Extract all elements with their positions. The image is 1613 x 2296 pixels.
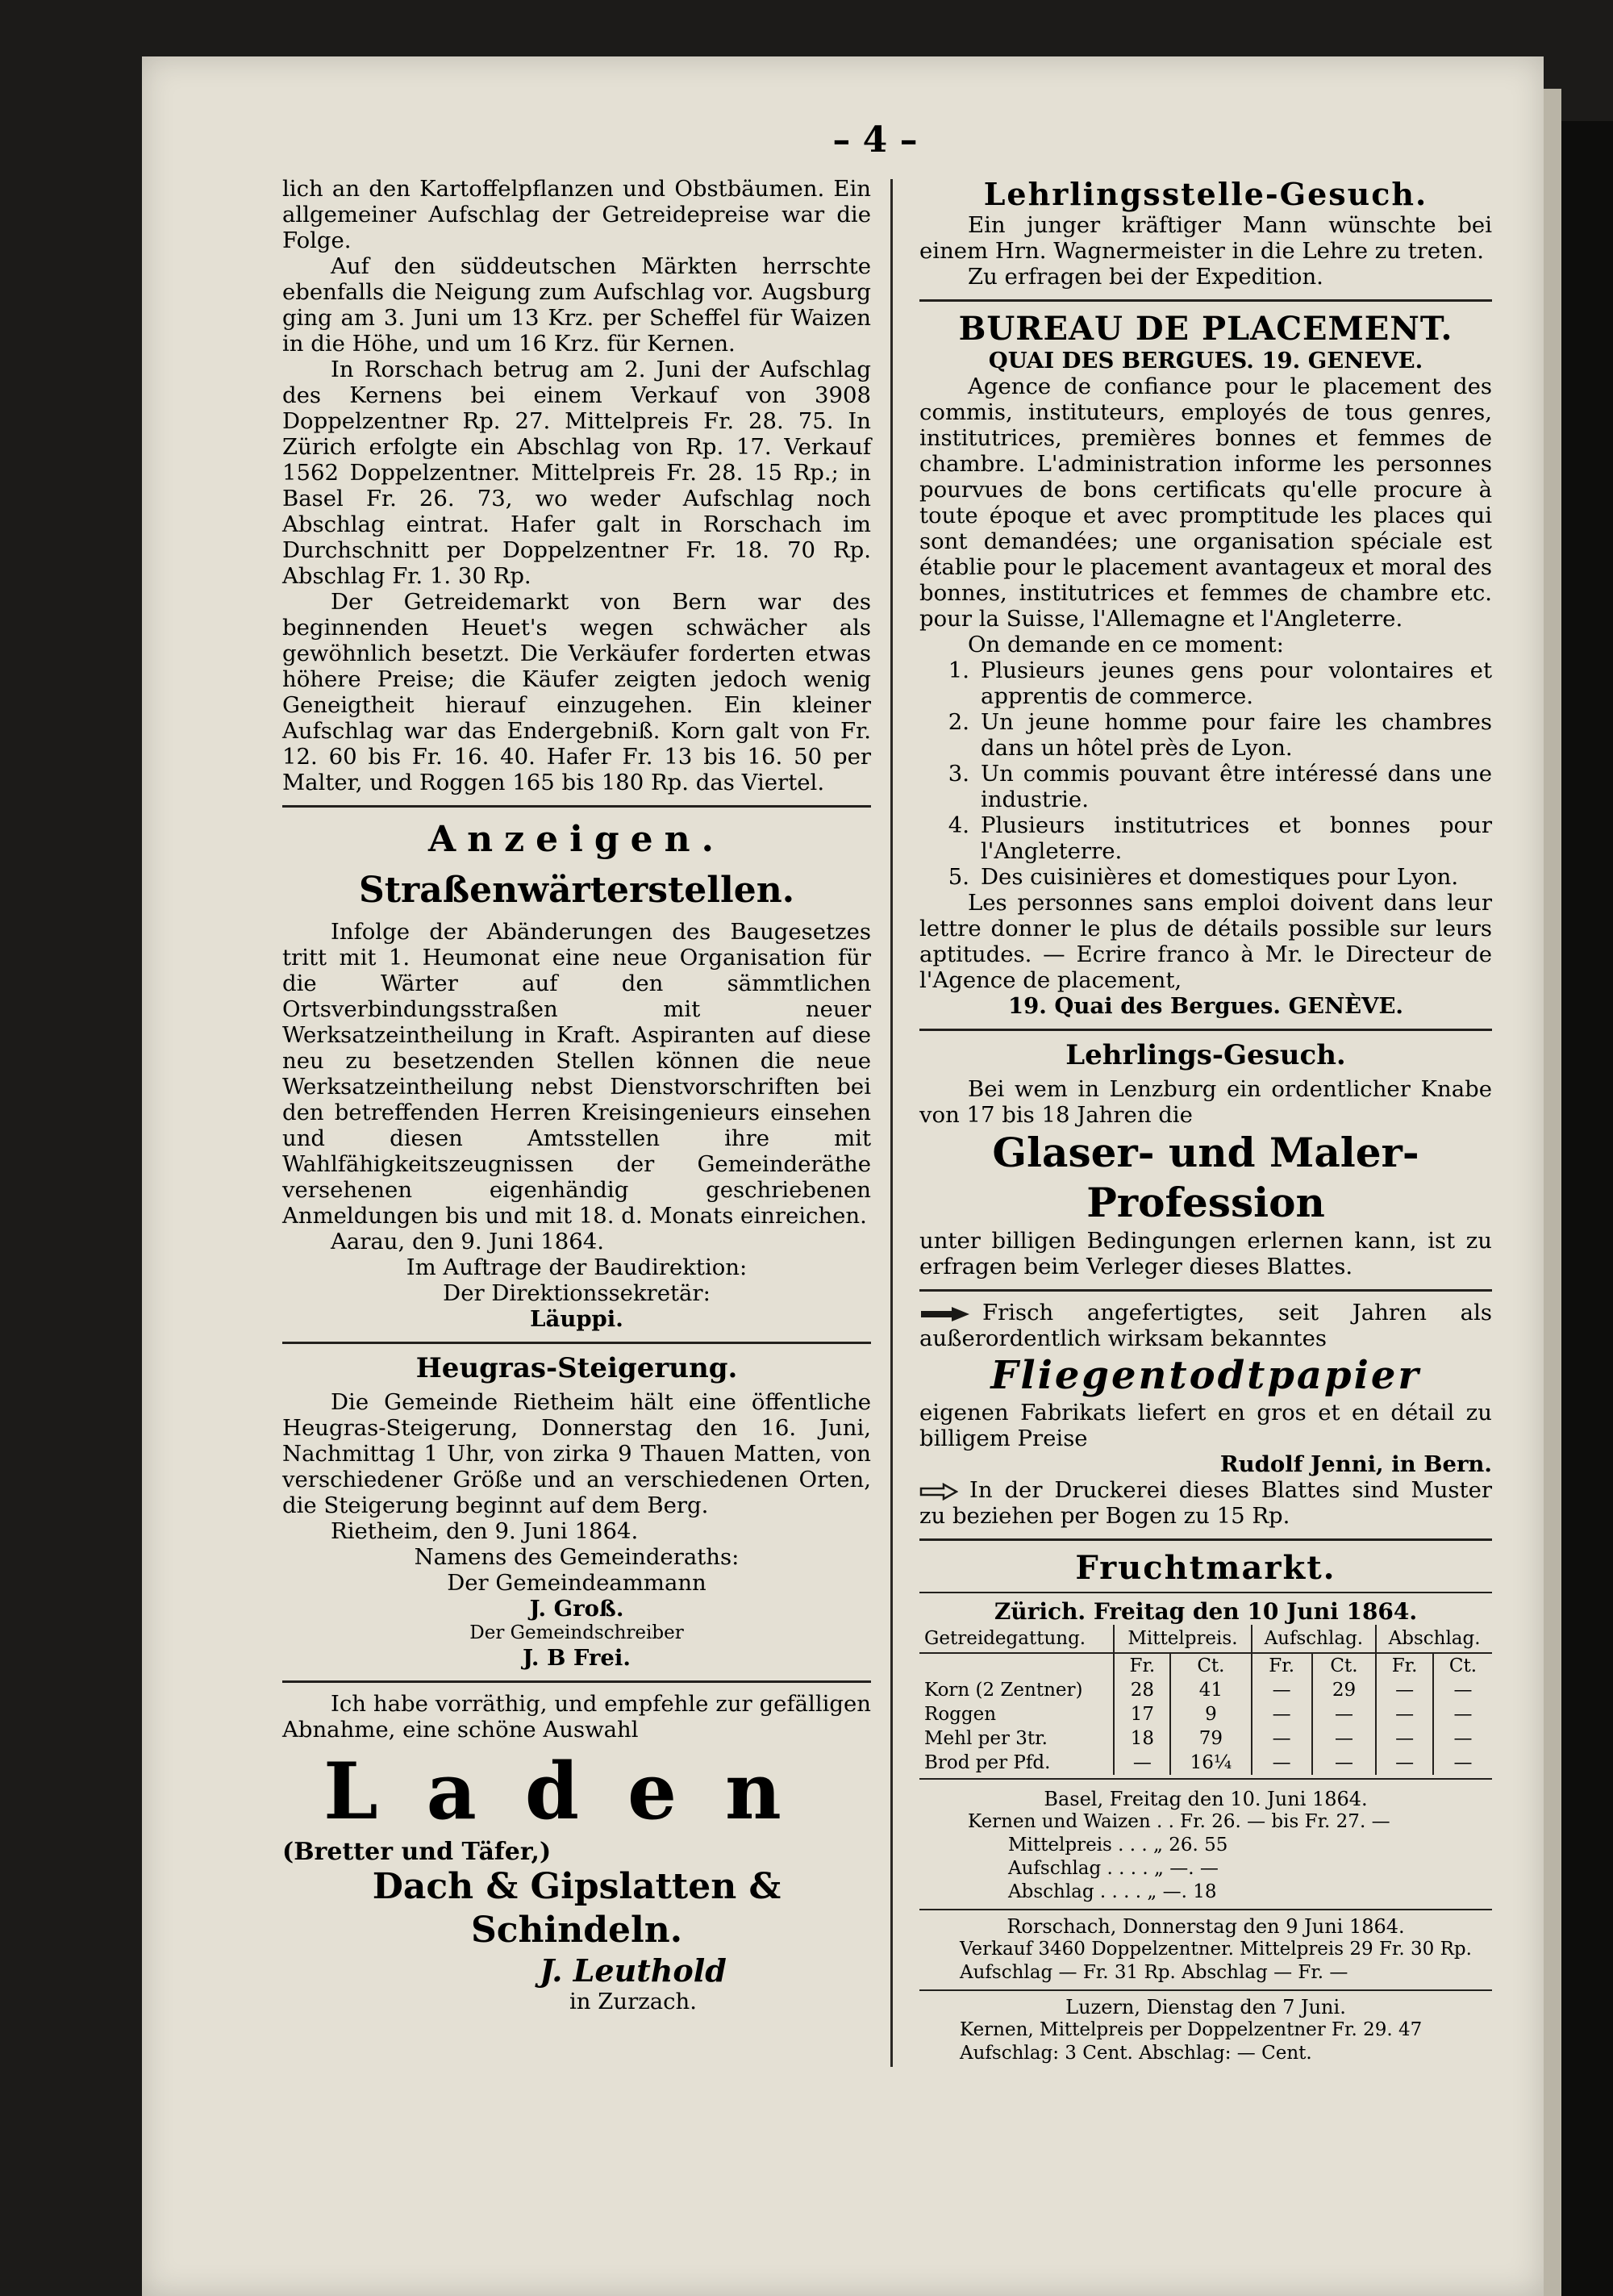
page-shadow (1561, 121, 1613, 2296)
section-rule (919, 1538, 1492, 1541)
ad-laden-name: J. Leuthold (540, 1952, 727, 1989)
ad-ammann: Der Gemeindeammann (447, 1570, 706, 1596)
ad-laden-intro: Ich habe vorräthig, und empfehle zur gefälligen Abnahme, eine schöne Auswahl (282, 1691, 871, 1743)
ad-body-lehrlings: Bei wem in Lenzburg ein ordentlicher Knabe von 17 bis 18 Jahren die (919, 1076, 1492, 1128)
section-rule (919, 1909, 1492, 1910)
col-header: Mittelpreis. (1114, 1625, 1251, 1653)
ad-signature: Läuppi. (530, 1306, 623, 1332)
ad-title-lehrlings-gesuch: Lehrlings-Gesuch. (1065, 1039, 1346, 1071)
ad-title-bureau: BUREAU DE PLACEMENT. (958, 310, 1453, 348)
rorschach-heading: Rorschach, Donnerstag den 9 Juni 1864. (1007, 1915, 1405, 1938)
zurich-market-table (919, 1625, 1492, 1775)
left-column (282, 176, 871, 2014)
luzern-heading: Luzern, Dienstag den 7 Juni. (1065, 1996, 1346, 2018)
luzern-market (919, 1996, 1492, 2065)
ad-body-strassenwaerter: Infolge der Abänderungen des Baugesetzes tritt mit 1. Heumonat eine neue Organisation für die Wärter auf den sämmtlichen Ortsverbindungsstraßen mit neuer Werksatzeintheilung in Kraft. Aspiranten auf diese neu zu besetzenden Stellen können die neue Werksatzeintheilung nebst Dienstvorschriften bei den betreffenden Herren Kreisingenieurs einsehen und diesen Amtsstellen ihre mit Wahlfähigkeitszeugnissen der Gemeinderäthe versehenen eigenhändig geschriebenen Anmeldungen bis und mit 18. d. Monats einreichen. (282, 919, 871, 1229)
ad-body-lehrlingsstelle: Ein junger kräftiger Mann wünschte bei einem Hrn. Wagnermeister in die Lehre zu treten. (919, 212, 1492, 264)
market-line: Mittelpreis . . . „ 26. 55 (1008, 1835, 1228, 1856)
article-paragraph: Der Getreidemarkt von Bern war des beginnenden Heuet's wegen schwächer als gewöhnlich besetzt. Die Verkäufer forderten etwas höhere Preise; die Käufer zeigten jedoch wenig Geneigtheit hierauf einzugehen. Ein kleiner Aufschlag war das Endergebniß. Korn galt von Fr. 12. 60 bis Fr. 16. 40. Hafer Fr. 13 bis 16. 50 per Malter, und Roggen 165 bis 180 Rp. das Viertel. (282, 589, 871, 795)
section-rule (919, 1592, 1492, 1593)
market-line: Aufschlag — Fr. 31 Rp. Abschlag — Fr. — (960, 1962, 1348, 1983)
table-row: Korn (2 Zentner) 28 41 — 29 — — (919, 1678, 1492, 1702)
table-subheader-row (919, 1653, 1492, 1678)
ad-laden-dach: Dach & Gipslatten & Schindeln. (372, 1866, 781, 1951)
table-row: Roggen 17 9 — — — — (919, 1702, 1492, 1726)
ad-profession: Glaser- und Maler-Profession (992, 1129, 1419, 1226)
market-line: Kernen, Mittelpreis per Doppelzentner Fr. 29. 47 (960, 2019, 1423, 2040)
page-edge (1542, 89, 1561, 2296)
ad-contact: Zu erfragen bei der Expedition. (968, 264, 1323, 290)
table-row: Brod per Pfd. — 16¼ — — — — (919, 1751, 1492, 1775)
pointing-hand-icon (919, 1305, 971, 1324)
ad-laden-place: in Zurzach. (569, 1989, 697, 2014)
market-line: Aufschlag: 3 Cent. Abschlag: — Cent. (960, 2043, 1312, 2064)
rorschach-market (919, 1915, 1492, 1985)
section-rule (919, 1029, 1492, 1031)
col-header: Getreidegattung. (919, 1625, 1114, 1653)
basel-heading: Basel, Freitag den 10. Juni 1864. (1044, 1788, 1368, 1810)
ad-bureau-closing: Les personnes sans emploi doivent dans leur lettre donner le plus de détails possible sur leurs aptitudes. — Ecrire franco à Mr. le Directeur de l'Agence de placement, (919, 890, 1492, 993)
section-rule (919, 299, 1492, 302)
list-item: 1. Plusieurs jeunes gens pour volontaires et apprentis de commerce. (948, 657, 1492, 709)
ad-bureau-sign: 19. Quai des Bergues. GENÈVE. (1008, 993, 1403, 1019)
list-item: 3. Un commis pouvant être intéressé dans une industrie. (948, 761, 1492, 812)
zurich-heading: Zürich. Freitag den 10 Juni 1864. (994, 1598, 1418, 1625)
article-paragraph: lich an den Kartoffelpflanzen und Obstbäumen. Ein allgemeiner Aufschlag der Getreidepreise war die Folge. (282, 176, 871, 253)
col-subheader: Ct. (1170, 1653, 1251, 1678)
section-rule (282, 805, 871, 808)
ad-fliegen-body: eigenen Fabrikats liefert en gros et en détail zu billigem Preise (919, 1400, 1492, 1451)
ad-body-heugras: Die Gemeinde Rietheim hält eine öffentliche Heugras-Steigerung, Donnerstag den 16. Juni, Nachmittag 1 Uhr, von zirka 9 Thauen Matten, von verschiedener Größe und an verschiedenen Orten, die Steigerung beginnt auf dem Berg. (282, 1389, 871, 1518)
col-subheader: Ct. (1312, 1653, 1376, 1678)
section-rule (919, 1989, 1492, 1991)
ad-fliegen-sign: Rudolf Jenni, in Bern. (1219, 1451, 1492, 1477)
col-header: Abschlag. (1376, 1625, 1492, 1653)
pointing-hand-icon (919, 1483, 958, 1501)
ad-fliegen-title: Fliegentodtpapier (990, 1353, 1421, 1398)
ad-place-date: Aarau, den 9. Juni 1864. (331, 1229, 605, 1254)
ads-heading: Anzeigen. (428, 819, 725, 860)
basel-market (919, 1788, 1492, 1904)
market-line: Abschlag . . . . „ —. 18 (1008, 1881, 1217, 1902)
col-subheader: Fr. (1114, 1653, 1170, 1678)
ad-ammann-name: J. Groß. (529, 1596, 624, 1622)
ad-laden-sub: (Bretter und Täfer,) (282, 1838, 552, 1866)
ad-auftrag: Im Auftrage der Baudirektion: (406, 1254, 748, 1280)
ad-title-strassenwaerter: Straßenwärterstellen. (358, 870, 795, 911)
ad-schreiber: Der Gemeindschreiber (469, 1622, 684, 1643)
table-header-row (919, 1625, 1492, 1653)
ad-title-lehrlingsstelle: Lehrlingsstelle-Gesuch. (983, 176, 1428, 212)
ad-bureau-demand: On demande en ce moment: (968, 632, 1284, 657)
ad-schreiber-name: J. B Frei. (523, 1645, 631, 1671)
ad-bureau-body: Agence de confiance pour le placement des commis, instituteurs, employés de tous genres, institutrices, premières bonnes et femmes de chambre. L'administration informe les personnes pourvues de bons certificats qu'elle procure à toute époque et avec promptitude les places qui sont demandées; une organisation spéciale est établie pour le placement avantageux et moral des bonnes, institutrices et femmes de chambre etc. pour la Suisse, l'Allemagne et l'Angleterre. (919, 374, 1492, 632)
column-divider (890, 179, 893, 2067)
right-column (919, 176, 1492, 2065)
ad-fliegen-intro: Frisch angefertigtes, seit Jahren als außerordentlich wirksam bekanntes (919, 1300, 1492, 1351)
section-rule (919, 1778, 1492, 1780)
market-heading: Fruchtmarkt. (1075, 1549, 1336, 1587)
section-rule (919, 1289, 1492, 1292)
ad-bureau-address: QUAI DES BERGUES. 19. GENEVE. (988, 348, 1423, 374)
market-line: Kernen und Waizen . . Fr. 26. — bis Fr. 27. — (968, 1811, 1390, 1832)
ad-place-date: Rietheim, den 9. Juni 1864. (331, 1518, 639, 1544)
section-rule (282, 1342, 871, 1344)
ad-sekretaer: Der Direktionssekretär: (443, 1280, 711, 1306)
market-line: Aufschlag . . . . „ —. — (1008, 1858, 1219, 1879)
section-rule (282, 1680, 871, 1683)
ad-namens: Namens des Gemeinderaths: (414, 1544, 740, 1570)
ad-laden-title: Laden (323, 1746, 830, 1837)
col-subheader: Fr. (1252, 1653, 1312, 1678)
page-number: – 4 – (832, 119, 918, 161)
list-item: 5. Des cuisinières et domestiques pour Lyon. (948, 864, 1459, 890)
list-item: 4. Plusieurs institutrices et bonnes pour l'Angleterre. (948, 812, 1492, 864)
ad-lehrlings-tail: unter billigen Bedingungen erlernen kann, ist zu erfragen beim Verleger dieses Blattes. (919, 1228, 1492, 1279)
col-subheader: Ct. (1433, 1653, 1492, 1678)
ad-title-heugras: Heugras-Steigerung. (415, 1352, 738, 1384)
article-paragraph: Auf den süddeutschen Märkten herrschte ebenfalls die Neigung zum Aufschlag vor. Augsburg ging am 3. Juni um 13 Krz. per Scheffel für Waizen in die Höhe, und um 16 Krz. für Kernen. (282, 253, 871, 357)
article-paragraph: In Rorschach betrug am 2. Juni der Aufschlag des Kernens bei einem Verkauf von 3908 Doppelzentner Rp. 27. Mittelpreis Fr. 28. 75. In Zürich erfolgte ein Abschlag von Rp. 17. Verkauf 1562 Doppelzentner. Mittelpreis Fr. 28. 15 Rp.; in Basel Fr. 26. 73, wo weder Aufschlag noch Abschlag eintrat. Hafer galt in Rorschach im Durchschnitt per Doppelzentner Fr. 18. 70 Rp. Abschlag Fr. 1. 30 Rp. (282, 357, 871, 589)
list-item: 2. Un jeune homme pour faire les chambres dans un hôtel près de Lyon. (948, 709, 1492, 761)
table-row: Mehl per 3tr. 18 79 — — — — (919, 1726, 1492, 1751)
col-header: Aufschlag. (1252, 1625, 1377, 1653)
ad-fliegen-note: In der Druckerei dieses Blattes sind Muster zu beziehen per Bogen zu 15 Rp. (919, 1477, 1492, 1529)
col-subheader: Fr. (1376, 1653, 1433, 1678)
market-line: Verkauf 3460 Doppelzentner. Mittelpreis 29 Fr. 30 Rp. (960, 1939, 1472, 1960)
